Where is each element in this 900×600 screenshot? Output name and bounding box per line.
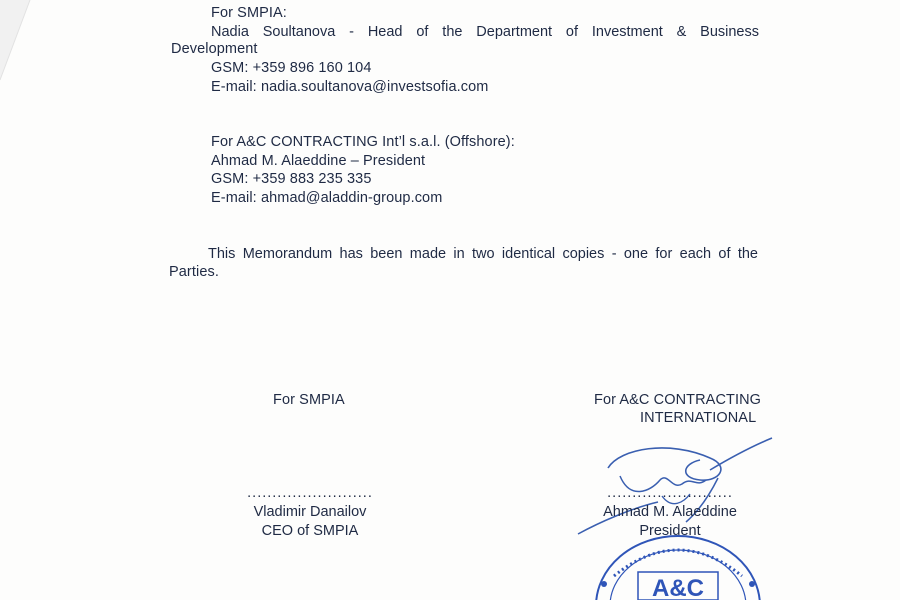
ac-contact-gsm: GSM: +359 883 235 335 [211, 171, 372, 187]
ac-contact-heading: For A&C CONTRACTING Int’l s.a.l. (Offshore): [211, 134, 515, 150]
left-signature-header: For SMPIA [273, 392, 345, 408]
smpia-contact-name-continuation: Development [171, 41, 258, 57]
right-signatory-title: President [639, 523, 701, 539]
left-signature-block [230, 484, 390, 541]
ac-contact-email: E-mail: ahmad@aladdin-group.com [211, 190, 443, 206]
left-signatory-title: CEO of SMPIA [261, 523, 359, 539]
smpia-contact-heading: For SMPIA: [211, 5, 287, 21]
left-signature-dots: ......................... [247, 485, 373, 501]
seal-logo-text: A&C [652, 575, 704, 600]
right-signature-header-continuation: INTERNATIONAL [640, 410, 757, 426]
right-signatory-name: Ahmad M. Alaeddine [603, 504, 737, 520]
right-signature-header: For A&C CONTRACTING [594, 392, 762, 408]
memorandum-statement-continuation: Parties. [169, 264, 219, 280]
right-signature-dots: ......................... [607, 485, 733, 501]
memorandum-statement: This Memorandum has been made in two identical copies - one for each of the [208, 246, 758, 262]
company-seal-stamp [588, 528, 768, 600]
left-signatory-name: Vladimir Danailov [253, 504, 367, 520]
smpia-contact-name-line: Nadia Soultanova - Head of the Department of Investment & Business [211, 24, 759, 40]
smpia-contact-gsm: GSM: +359 896 160 104 [211, 60, 372, 76]
smpia-contact-email: E-mail: nadia.soultanova@investsofia.com [211, 79, 489, 95]
ac-contact-name: Ahmad M. Alaeddine – President [211, 153, 426, 169]
